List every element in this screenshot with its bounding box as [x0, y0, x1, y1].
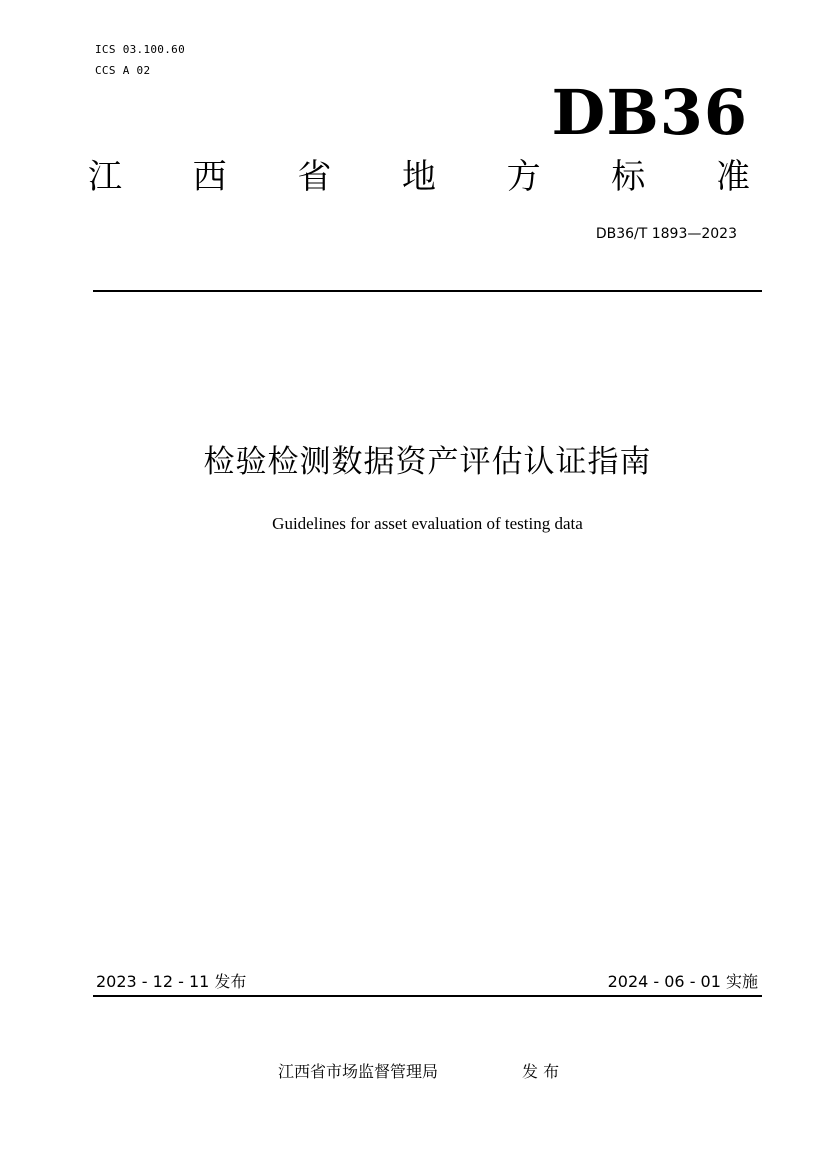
standard-prefix-mark: DB36 — [551, 76, 748, 149]
authority-char: 准 — [715, 157, 750, 197]
implementation-date: 2024 - 06 - 01 实施 — [607, 972, 758, 991]
authority-char: 地 — [401, 157, 436, 197]
publisher-name: 江西省市场监督管理局 — [278, 1062, 439, 1081]
publish-label: 发 布 — [522, 1062, 560, 1081]
document-title-english: Guidelines for asset evaluation of testing data — [272, 514, 583, 533]
issue-date: 2023 - 12 - 11 发布 — [96, 972, 247, 991]
authority-char: 西 — [192, 157, 227, 197]
ics-code: ICS 03.100.60 — [95, 43, 185, 56]
authority-char: 省 — [297, 157, 332, 197]
authority-char: 标 — [611, 157, 646, 197]
authority-char: 江 — [88, 157, 122, 197]
authority-title — [88, 155, 750, 199]
header-divider — [93, 290, 762, 292]
authority-char: 方 — [506, 157, 541, 197]
document-title-chinese: 检验检测数据资产评估认证指南 — [203, 444, 652, 480]
footer-divider — [93, 995, 762, 997]
standard-number: DB36/T 1893—2023 — [595, 226, 737, 242]
ccs-code: CCS A 02 — [95, 64, 151, 77]
